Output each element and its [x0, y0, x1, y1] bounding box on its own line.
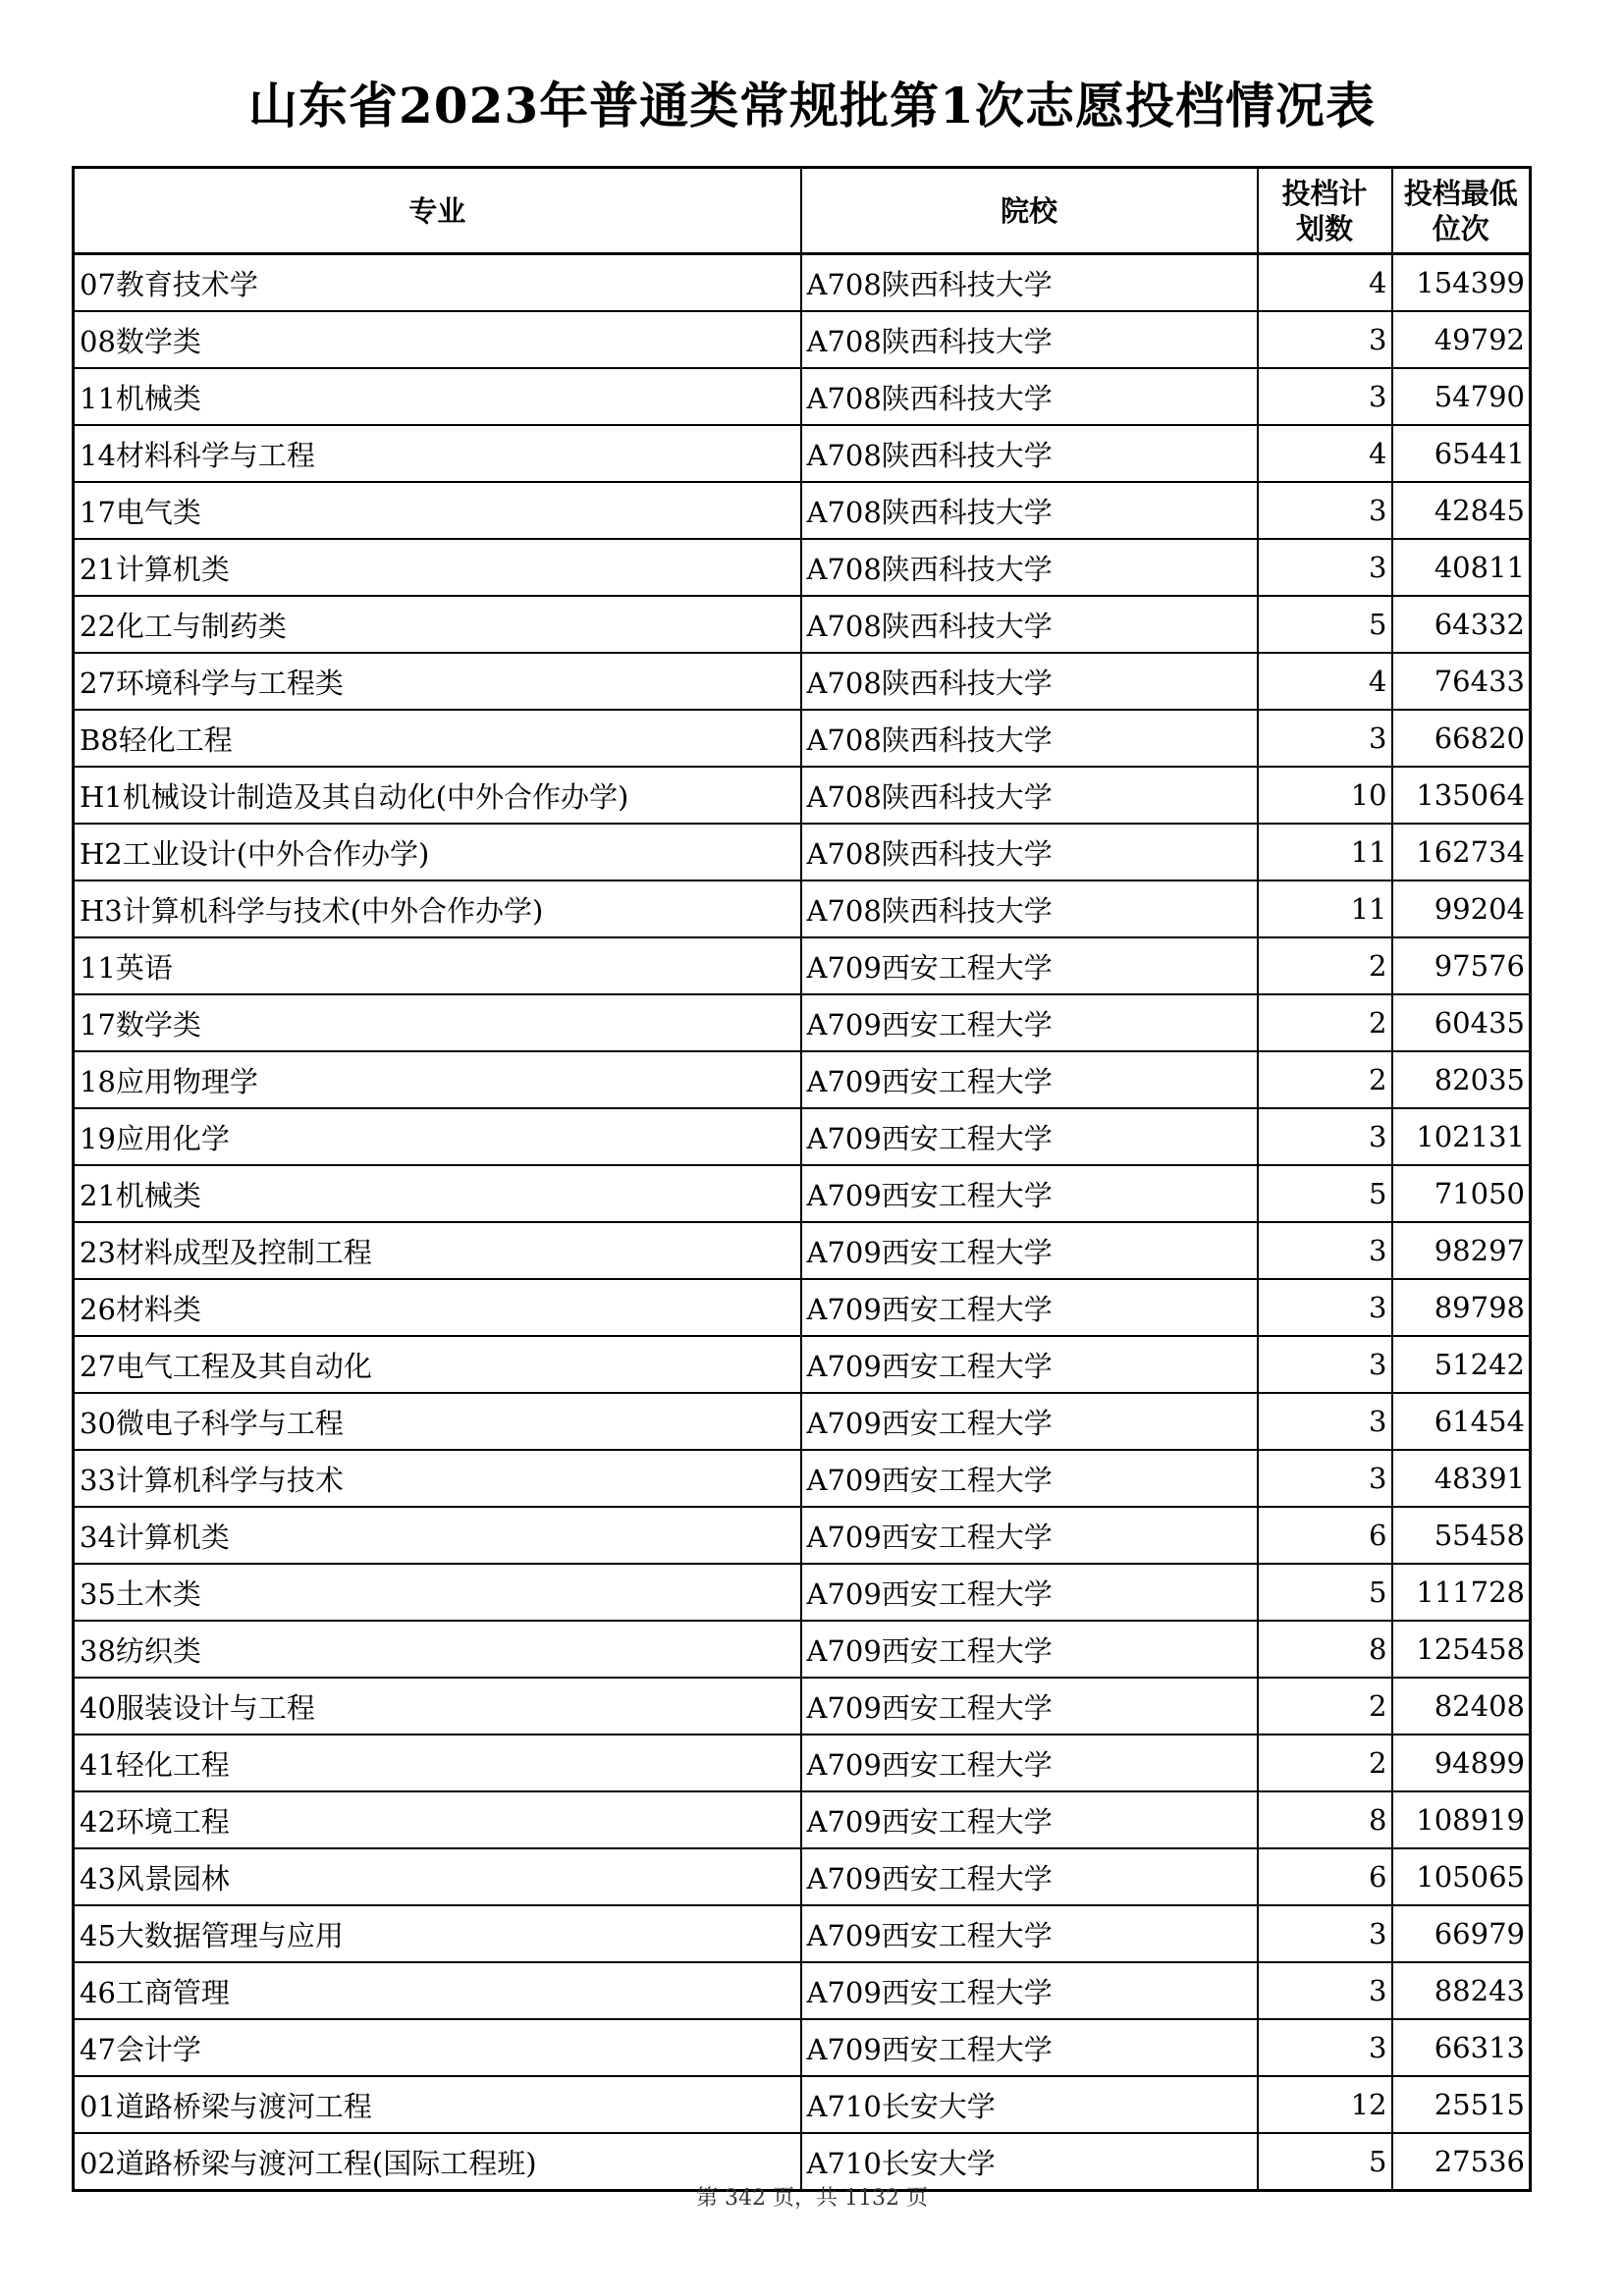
cell-min-rank: 135064: [1392, 767, 1531, 824]
cell-school: A708陕西科技大学: [801, 710, 1258, 767]
table-row: [74, 254, 1531, 312]
table-row: [74, 311, 1531, 368]
cell-major: 33计算机科学与技术: [74, 1450, 801, 1507]
table-row: [74, 2019, 1531, 2076]
cell-school: A710长安大学: [801, 2076, 1258, 2133]
table-row: [74, 1905, 1531, 1962]
cell-min-rank: 66313: [1392, 2019, 1531, 2076]
cell-school: A708陕西科技大学: [801, 311, 1258, 368]
table-row: [74, 1791, 1531, 1848]
cell-major: 45大数据管理与应用: [74, 1905, 801, 1962]
cell-min-rank: 65441: [1392, 425, 1531, 482]
cell-plan-count: 8: [1258, 1791, 1392, 1848]
cell-plan-count: 3: [1258, 1393, 1392, 1450]
cell-major: 21计算机类: [74, 539, 801, 596]
cell-plan-count: 11: [1258, 881, 1392, 937]
cell-plan-count: 2: [1258, 994, 1392, 1051]
cell-school: A709西安工程大学: [801, 1393, 1258, 1450]
table-row: [74, 1848, 1531, 1905]
cell-major: 47会计学: [74, 2019, 801, 2076]
cell-school: A709西安工程大学: [801, 1962, 1258, 2019]
cell-school: A709西安工程大学: [801, 1279, 1258, 1336]
table-row: [74, 1507, 1531, 1564]
cell-major: 27电气工程及其自动化: [74, 1336, 801, 1393]
table-row: [74, 937, 1531, 994]
cell-major: 17数学类: [74, 994, 801, 1051]
cell-plan-count: 4: [1258, 254, 1392, 312]
cell-min-rank: 66979: [1392, 1905, 1531, 1962]
table-row: [74, 1336, 1531, 1393]
cell-school: A708陕西科技大学: [801, 824, 1258, 881]
cell-major: 02道路桥梁与渡河工程(国际工程班): [74, 2133, 801, 2191]
cell-plan-count: 4: [1258, 653, 1392, 710]
cell-major: H2工业设计(中外合作办学): [74, 824, 801, 881]
table-row: [74, 710, 1531, 767]
cell-major: 08数学类: [74, 311, 801, 368]
cell-school: A709西安工程大学: [801, 1165, 1258, 1222]
cell-major: 07教育技术学: [74, 254, 801, 312]
cell-plan-count: 3: [1258, 539, 1392, 596]
page-title: 山东省2023年普通类常规批第1次志愿投档情况表: [248, 77, 1376, 134]
header-major: 专业: [74, 168, 801, 254]
cell-school: A708陕西科技大学: [801, 539, 1258, 596]
cell-min-rank: 48391: [1392, 1450, 1531, 1507]
header-min-rank: 投档最低 位次: [1392, 168, 1531, 254]
table-body: [74, 254, 1531, 2191]
cell-plan-count: 3: [1258, 1108, 1392, 1165]
cell-min-rank: 125458: [1392, 1621, 1531, 1678]
cell-major: 26材料类: [74, 1279, 801, 1336]
table-row: [74, 2076, 1531, 2133]
cell-plan-count: 4: [1258, 425, 1392, 482]
cell-plan-count: 12: [1258, 2076, 1392, 2133]
table-header-row: [74, 168, 1531, 254]
cell-school: A709西安工程大学: [801, 937, 1258, 994]
cell-min-rank: 105065: [1392, 1848, 1531, 1905]
cell-min-rank: 55458: [1392, 1507, 1531, 1564]
cell-major: 38纺织类: [74, 1621, 801, 1678]
cell-school: A709西安工程大学: [801, 994, 1258, 1051]
cell-min-rank: 88243: [1392, 1962, 1531, 2019]
cell-plan-count: 3: [1258, 368, 1392, 425]
cell-min-rank: 99204: [1392, 881, 1531, 937]
cell-school: A708陕西科技大学: [801, 482, 1258, 539]
cell-major: 17电气类: [74, 482, 801, 539]
cell-plan-count: 3: [1258, 1279, 1392, 1336]
cell-min-rank: 61454: [1392, 1393, 1531, 1450]
cell-major: 42环境工程: [74, 1791, 801, 1848]
cell-plan-count: 6: [1258, 1507, 1392, 1564]
cell-major: 35土木类: [74, 1564, 801, 1621]
cell-min-rank: 97576: [1392, 937, 1531, 994]
cell-min-rank: 89798: [1392, 1279, 1531, 1336]
table-row: [74, 1621, 1531, 1678]
cell-plan-count: 11: [1258, 824, 1392, 881]
cell-min-rank: 42845: [1392, 482, 1531, 539]
table-row: [74, 1450, 1531, 1507]
cell-plan-count: 3: [1258, 2019, 1392, 2076]
cell-school: A709西安工程大学: [801, 1336, 1258, 1393]
table-row: [74, 881, 1531, 937]
table-row: [74, 2133, 1531, 2191]
cell-plan-count: 2: [1258, 937, 1392, 994]
cell-school: A709西安工程大学: [801, 1735, 1258, 1791]
table-row: [74, 1678, 1531, 1735]
cell-min-rank: 51242: [1392, 1336, 1531, 1393]
cell-school: A708陕西科技大学: [801, 596, 1258, 653]
cell-min-rank: 60435: [1392, 994, 1531, 1051]
table-row: [74, 994, 1531, 1051]
table-row: [74, 767, 1531, 824]
cell-school: A708陕西科技大学: [801, 425, 1258, 482]
cell-major: 21机械类: [74, 1165, 801, 1222]
cell-min-rank: 27536: [1392, 2133, 1531, 2191]
cell-major: B8轻化工程: [74, 710, 801, 767]
cell-school: A709西安工程大学: [801, 1051, 1258, 1108]
cell-major: 14材料科学与工程: [74, 425, 801, 482]
cell-major: 18应用物理学: [74, 1051, 801, 1108]
cell-school: A709西安工程大学: [801, 2019, 1258, 2076]
table-row: [74, 596, 1531, 653]
cell-school: A709西安工程大学: [801, 1905, 1258, 1962]
cell-major: 41轻化工程: [74, 1735, 801, 1791]
cell-major: 27环境科学与工程类: [74, 653, 801, 710]
cell-plan-count: 3: [1258, 1962, 1392, 2019]
cell-school: A709西安工程大学: [801, 1848, 1258, 1905]
table-row: [74, 1051, 1531, 1108]
cell-plan-count: 5: [1258, 1165, 1392, 1222]
cell-school: A709西安工程大学: [801, 1450, 1258, 1507]
cell-school: A708陕西科技大学: [801, 653, 1258, 710]
cell-min-rank: 108919: [1392, 1791, 1531, 1848]
cell-school: A709西安工程大学: [801, 1222, 1258, 1279]
table-row: [74, 1279, 1531, 1336]
cell-min-rank: 76433: [1392, 653, 1531, 710]
cell-min-rank: 25515: [1392, 2076, 1531, 2133]
cell-plan-count: 3: [1258, 1450, 1392, 1507]
cell-plan-count: 3: [1258, 1905, 1392, 1962]
cell-plan-count: 5: [1258, 596, 1392, 653]
cell-school: A709西安工程大学: [801, 1791, 1258, 1848]
table-row: [74, 824, 1531, 881]
cell-plan-count: 10: [1258, 767, 1392, 824]
cell-major: 22化工与制药类: [74, 596, 801, 653]
table-row: [74, 1108, 1531, 1165]
cell-major: 30微电子科学与工程: [74, 1393, 801, 1450]
cell-plan-count: 3: [1258, 311, 1392, 368]
cell-school: A709西安工程大学: [801, 1108, 1258, 1165]
cell-plan-count: 3: [1258, 1222, 1392, 1279]
cell-min-rank: 82035: [1392, 1051, 1531, 1108]
table-row: [74, 1735, 1531, 1791]
cell-major: 11英语: [74, 937, 801, 994]
cell-plan-count: 3: [1258, 482, 1392, 539]
cell-min-rank: 82408: [1392, 1678, 1531, 1735]
page-footer: 第 342 页，共 1132 页: [696, 2186, 928, 2211]
cell-school: A709西安工程大学: [801, 1678, 1258, 1735]
cell-min-rank: 49792: [1392, 311, 1531, 368]
table-row: [74, 1564, 1531, 1621]
cell-school: A708陕西科技大学: [801, 368, 1258, 425]
cell-min-rank: 102131: [1392, 1108, 1531, 1165]
cell-min-rank: 66820: [1392, 710, 1531, 767]
cell-min-rank: 71050: [1392, 1165, 1531, 1222]
cell-plan-count: 3: [1258, 710, 1392, 767]
cell-school: A708陕西科技大学: [801, 881, 1258, 937]
cell-major: 34计算机类: [74, 1507, 801, 1564]
table-row: [74, 482, 1531, 539]
table-row: [74, 1393, 1531, 1450]
cell-school: A709西安工程大学: [801, 1621, 1258, 1678]
cell-plan-count: 5: [1258, 2133, 1392, 2191]
table-row: [74, 1222, 1531, 1279]
cell-school: A708陕西科技大学: [801, 767, 1258, 824]
cell-school: A708陕西科技大学: [801, 254, 1258, 312]
cell-plan-count: 8: [1258, 1621, 1392, 1678]
cell-min-rank: 162734: [1392, 824, 1531, 881]
table-row: [74, 368, 1531, 425]
cell-major: 11机械类: [74, 368, 801, 425]
cell-min-rank: 154399: [1392, 254, 1531, 312]
table-row: [74, 1165, 1531, 1222]
cell-min-rank: 40811: [1392, 539, 1531, 596]
cell-school: A710长安大学: [801, 2133, 1258, 2191]
cell-plan-count: 2: [1258, 1051, 1392, 1108]
cell-min-rank: 94899: [1392, 1735, 1531, 1791]
cell-plan-count: 3: [1258, 1336, 1392, 1393]
cell-major: 01道路桥梁与渡河工程: [74, 2076, 801, 2133]
cell-plan-count: 5: [1258, 1564, 1392, 1621]
cell-major: H1机械设计制造及其自动化(中外合作办学): [74, 767, 801, 824]
cell-plan-count: 6: [1258, 1848, 1392, 1905]
cell-major: 40服装设计与工程: [74, 1678, 801, 1735]
cell-major: H3计算机科学与技术(中外合作办学): [74, 881, 801, 937]
header-plan-count: 投档计 划数: [1258, 168, 1392, 254]
table-row: [74, 539, 1531, 596]
admission-table: [72, 166, 1532, 2192]
table-row: [74, 425, 1531, 482]
cell-plan-count: 2: [1258, 1678, 1392, 1735]
cell-min-rank: 54790: [1392, 368, 1531, 425]
cell-major: 23材料成型及控制工程: [74, 1222, 801, 1279]
cell-major: 46工商管理: [74, 1962, 801, 2019]
cell-major: 43风景园林: [74, 1848, 801, 1905]
cell-plan-count: 2: [1258, 1735, 1392, 1791]
cell-min-rank: 111728: [1392, 1564, 1531, 1621]
cell-school: A709西安工程大学: [801, 1507, 1258, 1564]
cell-min-rank: 64332: [1392, 596, 1531, 653]
table-row: [74, 1962, 1531, 2019]
cell-major: 19应用化学: [74, 1108, 801, 1165]
table-row: [74, 653, 1531, 710]
header-school: 院校: [801, 168, 1258, 254]
cell-min-rank: 98297: [1392, 1222, 1531, 1279]
cell-school: A709西安工程大学: [801, 1564, 1258, 1621]
